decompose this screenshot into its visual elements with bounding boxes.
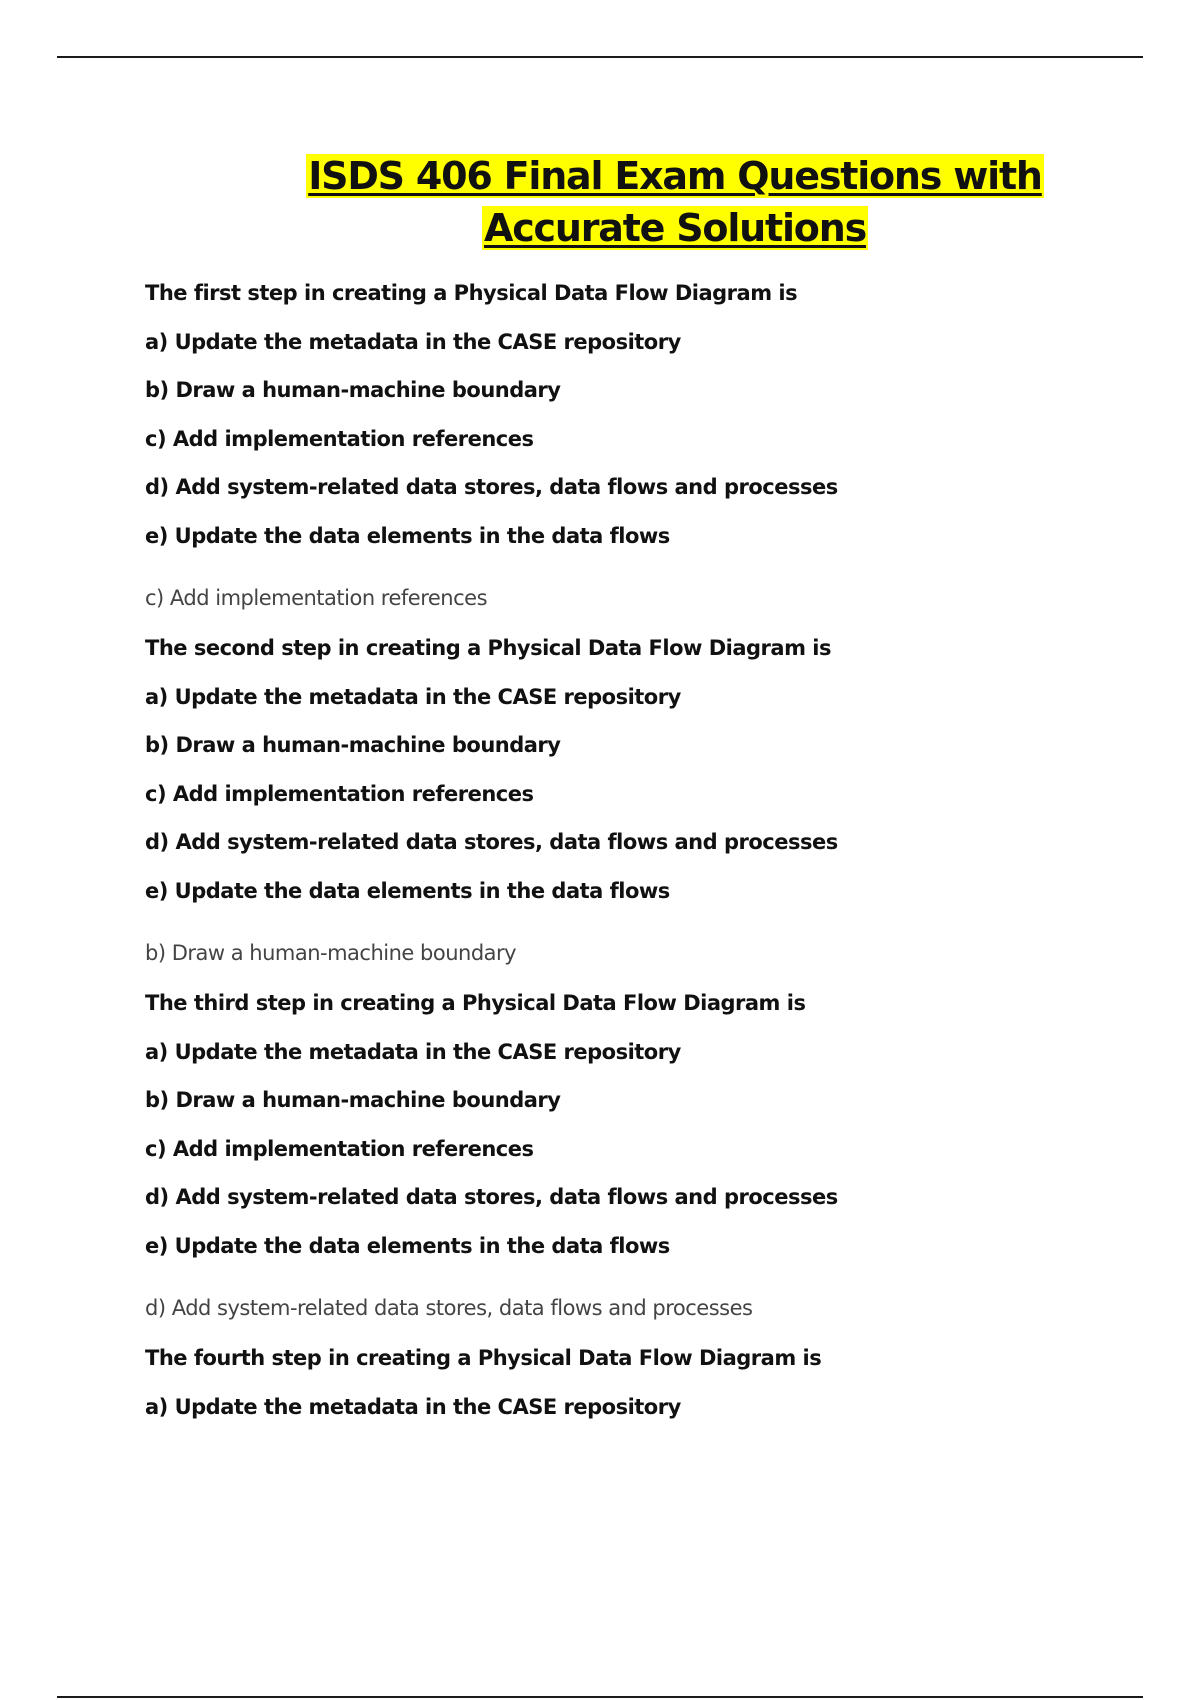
- title-line-1: ISDS 406 Final Exam Questions with: [308, 154, 1042, 198]
- answer-text: b) Draw a human-machine boundary: [145, 941, 517, 965]
- option-e: e) Update the data elements in the data flows: [145, 1233, 670, 1258]
- option-b: b) Draw a human-machine boundary: [145, 378, 561, 402]
- answer-text: d) Add system-related data stores, data flows and processes: [145, 1296, 753, 1320]
- option-a: a) Update the metadata in the CASE repository: [145, 329, 681, 354]
- question-prompt: The first step in creating a Physical Data Flow Diagram is: [145, 281, 798, 305]
- option-e: e) Update the data elements in the data flows: [145, 878, 670, 903]
- option-d: d) Add system-related data stores, data flows and processes: [145, 1185, 838, 1209]
- question-block: [145, 279, 1095, 630]
- option-b: b) Draw a human-machine boundary: [145, 1088, 561, 1112]
- question-list: [145, 275, 1095, 1441]
- option-a: a) Update the metadata in the CASE repository: [145, 684, 681, 709]
- page-title: [300, 150, 1050, 254]
- question-block: [145, 634, 1095, 985]
- option-c: c) Add implementation references: [145, 1136, 534, 1161]
- question-prompt: The third step in creating a Physical Data Flow Diagram is: [145, 991, 806, 1015]
- answer-text: c) Add implementation references: [145, 586, 488, 610]
- option-e: e) Update the data elements in the data flows: [145, 523, 670, 548]
- bottom-rule: [57, 1696, 1143, 1698]
- option-b: b) Draw a human-machine boundary: [145, 733, 561, 757]
- question-block: [145, 989, 1095, 1340]
- option-a: a) Update the metadata in the CASE repository: [145, 1039, 681, 1064]
- title-line-2: Accurate Solutions: [484, 206, 866, 250]
- option-c: c) Add implementation references: [145, 426, 534, 451]
- option-d: d) Add system-related data stores, data flows and processes: [145, 830, 838, 854]
- question-prompt: The fourth step in creating a Physical Data Flow Diagram is: [145, 1346, 822, 1370]
- option-a: a) Update the metadata in the CASE repository: [145, 1394, 681, 1419]
- question-block: [145, 1344, 1095, 1441]
- top-rule: [57, 56, 1143, 58]
- option-d: d) Add system-related data stores, data flows and processes: [145, 475, 838, 499]
- option-c: c) Add implementation references: [145, 781, 534, 806]
- question-prompt: The second step in creating a Physical Data Flow Diagram is: [145, 636, 831, 660]
